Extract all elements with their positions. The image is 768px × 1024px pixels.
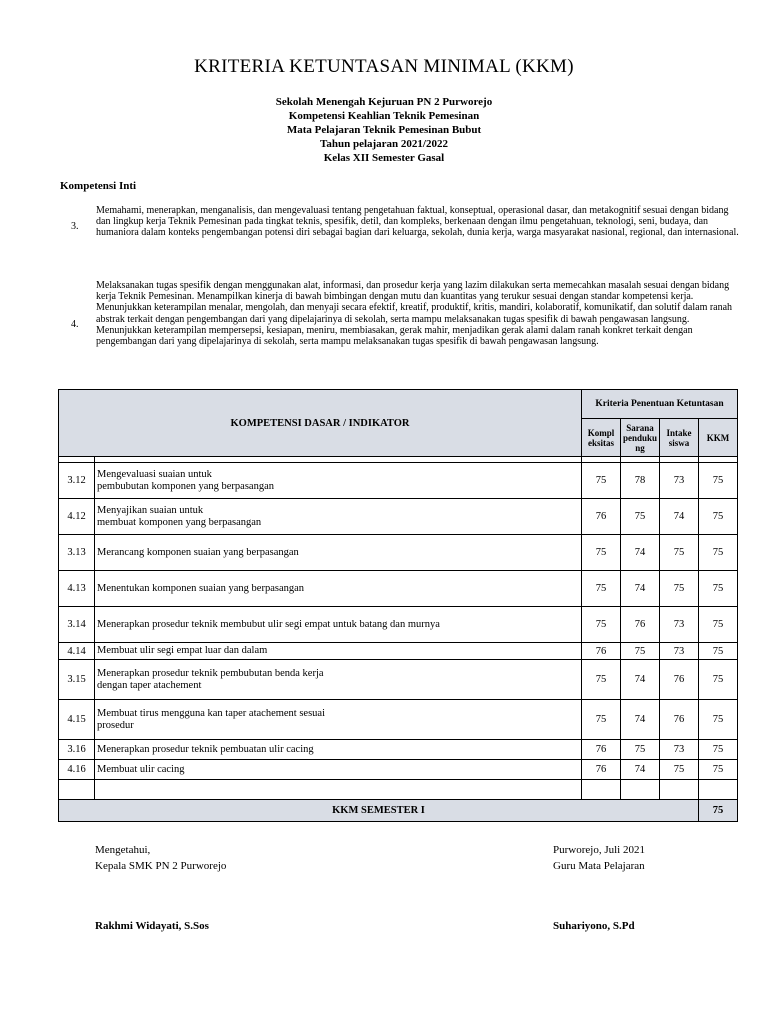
kd-description-line: dengan taper atachement xyxy=(97,679,202,691)
kd-description-line: Menentukan komponen suaian yang berpasangan xyxy=(97,582,305,594)
kd-description-line: Menerapkan prosedur teknik membubut ulir segi empat untuk batang dan murnya xyxy=(97,618,440,630)
ki-3-text: Memahami, menerapkan, menganalisis, dan mengevaluasi tentang pengetahuan faktual, konseptual, operasional dasar, dan metakognitif sesuai dengan bidang dan lingkup kerja Teknik Pemesinan pada tingkat teknis, spesifik, detil, dan kompleks, berkenaan dengan ilmu pengetahuan, teknologi, seni, budaya, dan humaniora dalam konteks pengembangan potensi diri sebagai bagian dari keluarga, sekolah, dunia kerja, warga masyarakat nasional, regional, dan internasional. xyxy=(96,205,739,239)
kd-number: 4.12 xyxy=(59,499,95,535)
table-row xyxy=(59,643,738,660)
kkm-table xyxy=(58,389,738,822)
kd-description xyxy=(95,607,582,643)
kd-description xyxy=(95,571,582,607)
kd-number: 4.15 xyxy=(59,700,95,740)
kd-description xyxy=(95,700,582,740)
kompleksitas-value: 75 xyxy=(582,660,621,700)
table-row xyxy=(59,535,738,571)
subject: Mata Pelajaran Teknik Pemesinan Bubut xyxy=(286,124,482,136)
kkm-value: 75 xyxy=(699,643,738,660)
kompleksitas-value: 75 xyxy=(582,535,621,571)
class-semester: Kelas XII Semester Gasal xyxy=(323,152,445,164)
col-header-kriteria: Kriteria Penentuan Ketuntasan xyxy=(582,390,738,419)
table-row xyxy=(59,607,738,643)
left-greeting: Mengetahui, xyxy=(95,844,151,856)
kkm-value: 75 xyxy=(699,535,738,571)
kd-description-line: Membuat ulir cacing xyxy=(97,763,185,775)
kd-description xyxy=(95,643,582,660)
right-signer-name: Suhariyono, S.Pd xyxy=(553,920,635,932)
kompleksitas-value: 75 xyxy=(582,607,621,643)
intake-value: 73 xyxy=(660,463,699,499)
intake-value: 74 xyxy=(660,499,699,535)
kompleksitas-value: 76 xyxy=(582,740,621,760)
ki-3-number: 3. xyxy=(71,221,79,232)
competency-program: Kompetensi Keahlian Teknik Pemesinan xyxy=(288,110,480,122)
signature-left xyxy=(95,842,226,874)
page-title: KRITERIA KETUNTASAN MINIMAL (KKM) xyxy=(194,56,574,77)
kd-number: 3.13 xyxy=(59,535,95,571)
kd-number: 3.12 xyxy=(59,463,95,499)
document-header xyxy=(0,95,768,165)
intake-value: 73 xyxy=(660,740,699,760)
intake-value: 73 xyxy=(660,643,699,660)
kkm-value: 75 xyxy=(699,607,738,643)
kompleksitas-value: 75 xyxy=(582,463,621,499)
col-header-kkm: KKM xyxy=(699,419,738,457)
col-header-kompetensi: KOMPETENSI DASAR / INDIKATOR xyxy=(59,390,582,457)
kd-description xyxy=(95,535,582,571)
col-header-kompleksitas: Kompl eksitas xyxy=(582,419,621,457)
kd-description-line: Mengevaluasi suaian untuk xyxy=(97,468,212,480)
table-row xyxy=(59,499,738,535)
table-row xyxy=(59,571,738,607)
right-place-date: Purworejo, Juli 2021 xyxy=(553,844,645,856)
kkm-value: 75 xyxy=(699,499,738,535)
kd-description-line: Menyajikan suaian untuk xyxy=(97,504,204,516)
kkm-value: 75 xyxy=(699,760,738,780)
kompleksitas-value: 76 xyxy=(582,499,621,535)
intake-value: 75 xyxy=(660,571,699,607)
left-position: Kepala SMK PN 2 Purworejo xyxy=(95,860,227,872)
kd-description-line: prosedur xyxy=(97,719,134,731)
signature-right xyxy=(553,842,645,874)
kd-description-line: Menerapkan prosedur teknik pembubutan benda kerja xyxy=(97,667,324,679)
kd-description-line: Membuat ulir segi empat luar dan dalam xyxy=(97,645,268,656)
kkm-value: 75 xyxy=(699,660,738,700)
kompetensi-inti-label: Kompetensi Inti xyxy=(60,180,137,192)
academic-year: Tahun pelajaran 2021/2022 xyxy=(320,138,448,150)
right-position: Guru Mata Pelajaran xyxy=(553,860,645,872)
table-row xyxy=(59,463,738,499)
intake-value: 73 xyxy=(660,607,699,643)
table-row xyxy=(59,700,738,740)
kd-description xyxy=(95,660,582,700)
kompleksitas-value: 76 xyxy=(582,643,621,660)
sarana-value: 75 xyxy=(621,740,660,760)
kd-description xyxy=(95,740,582,760)
sarana-value: 76 xyxy=(621,607,660,643)
kd-description xyxy=(95,760,582,780)
kkm-value: 75 xyxy=(699,740,738,760)
table-row xyxy=(59,660,738,700)
kd-number: 4.16 xyxy=(59,760,95,780)
sarana-value: 74 xyxy=(621,660,660,700)
kompleksitas-value: 76 xyxy=(582,760,621,780)
sarana-value: 75 xyxy=(621,499,660,535)
col-header-sarana: Sarana penduku ng xyxy=(621,419,660,457)
kkm-value: 75 xyxy=(699,700,738,740)
kd-description-line: Menerapkan prosedur teknik pembuatan ulir cacing xyxy=(97,743,314,755)
intake-value: 75 xyxy=(660,535,699,571)
ki-4-text: Melaksanakan tugas spesifik dengan menggunakan alat, informasi, dan prosedur kerja yang lazim dilakukan serta memecahkan masalah sesuai dengan bidang kerja Teknik Pemesinan. Menampilkan kinerja di bawah bimbingan dengan mutu dan kuantitas yang terukur sesuai dengan standar kompetensi kerja. Menunjukkan keterampilan menalar, mengolah, dan menyaji secara efektif, kreatif, produktif, kritis, mandiri, kolaboratif, komunikatif, dan solutif dalam ranah abstrak terkait dengan pengembangan dari yang dipelajarinya di sekolah, serta mampu melaksanakan tugas spesifik di bawah pengawasan langsung. Menunjukkan keterampilan mempersepsi, kesiapan, meniru, membiasakan, gerak mahir, menjadikan gerak alami dalam ranah konkret terkait dengan pengembangan dari yang dipelajarinya di sekolah, serta mampu melaksanakan tugas spesifik di bawah pengawasan langsung. xyxy=(96,280,733,348)
school-name: Sekolah Menengah Kejuruan PN 2 Purworejo xyxy=(275,96,493,108)
kd-number: 3.16 xyxy=(59,740,95,760)
kkm-value: 75 xyxy=(699,463,738,499)
table-row xyxy=(59,740,738,760)
kkm-semester-label: KKM SEMESTER I xyxy=(59,800,699,822)
kd-number: 3.15 xyxy=(59,660,95,700)
kd-description-line: Membuat tirus mengguna kan taper atachement sesuai xyxy=(97,707,326,719)
ki-4-number: 4. xyxy=(71,319,79,330)
col-header-intake: Intake siswa xyxy=(660,419,699,457)
kd-description xyxy=(95,499,582,535)
sarana-value: 75 xyxy=(621,643,660,660)
intake-value: 76 xyxy=(660,660,699,700)
table-row xyxy=(59,760,738,780)
sarana-value: 74 xyxy=(621,760,660,780)
kd-description-line: membuat komponen yang berpasangan xyxy=(97,516,262,528)
intake-value: 75 xyxy=(660,760,699,780)
left-signer-name: Rakhmi Widayati, S.Sos xyxy=(95,920,209,932)
sarana-value: 74 xyxy=(621,571,660,607)
kkm-semester-value: 75 xyxy=(699,800,738,822)
kkm-value: 75 xyxy=(699,571,738,607)
kd-description xyxy=(95,463,582,499)
intake-value: 76 xyxy=(660,700,699,740)
sarana-value: 78 xyxy=(621,463,660,499)
kd-description-line: Merancang komponen suaian yang berpasangan xyxy=(97,546,299,558)
sarana-value: 74 xyxy=(621,535,660,571)
kompleksitas-value: 75 xyxy=(582,571,621,607)
sarana-value: 74 xyxy=(621,700,660,740)
kd-description-line: pembubutan komponen yang berpasangan xyxy=(97,480,274,492)
kd-number: 4.14 xyxy=(59,643,95,660)
kompleksitas-value: 75 xyxy=(582,700,621,740)
kd-number: 4.13 xyxy=(59,571,95,607)
kd-number: 3.14 xyxy=(59,607,95,643)
